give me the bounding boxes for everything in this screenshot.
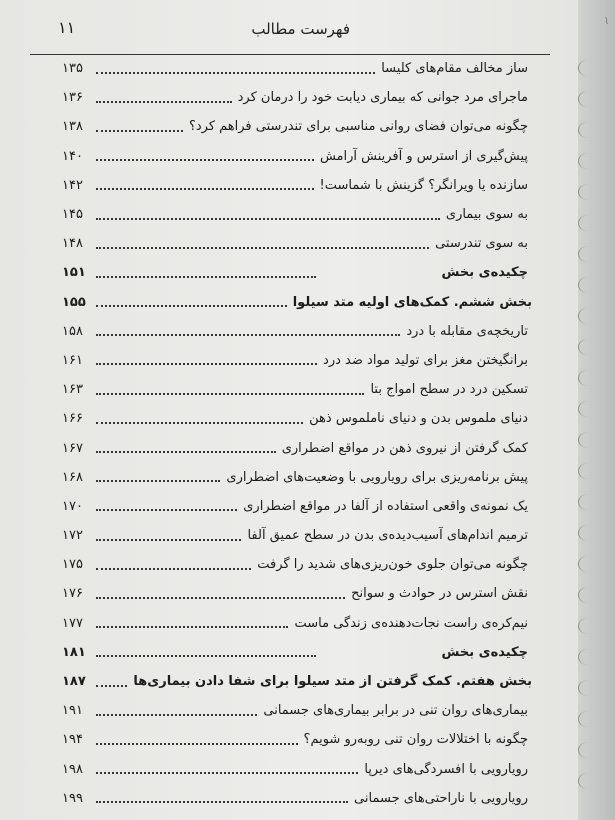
toc-entry [62,200,532,229]
page-edge-arc [578,432,597,448]
toc-entry [62,492,532,521]
dot-leader [96,626,288,628]
toc-entry-title: کمک گرفتن از نیروی ذهن در مواقع اضطراری [281,440,528,456]
toc-entry-page: ۱۵۱ [62,265,86,281]
dot-leader [96,247,429,249]
page-edge-arc [578,122,597,138]
toc-entry [62,112,532,141]
toc-entry-title: چکیده‌ی بخش [441,644,528,660]
toc-entry-title: به سوی بیماری [445,207,528,223]
toc-entry [62,404,532,433]
toc-entry [62,521,532,550]
toc-entry-page: ۱۴۲ [62,177,83,193]
toc-entry-title: سازنده یا ویرانگر؟ گزینش با شماست! [319,177,528,193]
toc-entry-title: چکیده‌ی بخش [441,265,528,281]
toc-entry-page: ۱۳۵ [62,61,83,77]
toc-entry-title: تسکین درد در سطح امواج بتا [370,382,528,398]
toc-entry [62,463,532,492]
page-title: فهرست مطالب [251,20,350,38]
dot-leader [96,685,127,687]
page-edge-arc [578,60,597,76]
toc-entry-page: ۱۵۵ [62,294,86,310]
toc-entry-title: ترمیم اندام‌های آسیب‌دیده‌ی بدن در سطح عمیق آلفا [247,528,528,544]
toc-entry-title: بخش ششم. کمک‌های اولیه متد سیلوا [292,294,532,310]
toc-entry-page: ۱۴۰ [62,148,83,164]
dot-leader [96,72,375,74]
toc-entry [62,375,532,404]
page-edge-arc [578,215,597,231]
dot-leader [96,334,400,336]
toc-entry [62,433,532,462]
page-edge-arc [578,339,597,355]
toc-entry-page: ۱۶۳ [62,382,83,398]
page-edge-mark: ~ [599,14,614,27]
toc-entry-title: پیش برنامه‌ریزی برای رویارویی با وضعیت‌های اضطراری [226,469,528,485]
dot-leader [96,714,257,716]
toc-entry-title: بیماری‌های روان تنی در برابر بیماری‌های جسمانی [263,703,528,719]
toc-entry [62,54,532,83]
dot-leader [96,539,241,541]
toc-entry-title: برانگیختن مغز برای تولید مواد ضد درد [323,352,528,368]
toc-entry-title: چگونه می‌توان جلوی خون‌ریزی‌های شدید را گرفت [257,557,528,573]
toc-entry-page: ۱۸۱ [62,644,86,660]
dot-leader [96,276,316,278]
toc-entry [62,579,532,608]
toc-entry-page: ۱۳۸ [62,119,83,135]
page-edge-arc [578,401,597,417]
page-edge-arc [578,370,597,386]
dot-leader [96,159,314,161]
table-of-contents [62,54,532,813]
page-header [30,8,550,55]
toc-entry [62,550,532,579]
toc-entry-title: بخش هفتم. کمک گرفتن از متد سیلوا برای شفا دادن بیماری‌ها [133,674,532,690]
toc-chapter-entry [62,288,532,317]
dot-leader [96,305,287,307]
toc-entry [62,784,532,813]
page-edge-arc [578,680,597,696]
dot-leader [96,218,440,220]
toc-entry-title: به سوی تندرستی [435,236,528,252]
dot-leader [96,130,183,132]
page-number: ۱۱ [58,18,76,37]
dot-leader [96,393,364,395]
toc-entry [62,755,532,784]
toc-entry-title: رویارویی با افسردگی‌های دیرپا [364,761,528,777]
page-edge-arc [578,556,597,572]
toc-entry [62,171,532,200]
dot-leader [96,422,303,424]
dot-leader [96,451,276,453]
toc-summary-entry [62,638,532,667]
toc-entry [62,142,532,171]
dot-leader [96,743,298,745]
page-edge-arc [578,494,597,510]
page-edge-arc [578,742,597,758]
page-edge-arc [578,587,597,603]
toc-entry-page: ۱۹۸ [62,761,83,777]
toc-entry-page: ۱۴۵ [62,207,83,223]
dot-leader [96,101,232,103]
page-edge-arc [578,649,597,665]
toc-entry [62,725,532,754]
page-edge-arc [578,91,597,107]
toc-entry [62,609,532,638]
toc-entry-title: رویارویی با ناراحتی‌های جسمانی [354,790,528,806]
toc-entry [62,229,532,258]
page-edge-arc [578,773,597,789]
toc-entry-title: چگونه با اختلالات روان تنی روبه‌رو شویم؟ [303,732,528,748]
toc-entry-title: نیم‌کره‌ی راست نجات‌دهنده‌ی زندگی ماست [294,615,528,631]
toc-entry-page: ۱۷۷ [62,615,83,631]
dot-leader [96,655,316,657]
toc-entry-title: ماجرای مرد جوانی که بیماری دیابت خود را درمان کرد [237,90,528,106]
toc-entry-page: ۱۳۶ [62,90,83,106]
toc-entry-page: ۱۸۷ [62,674,86,690]
page-edge-arc [578,525,597,541]
dot-leader [96,188,314,190]
next-page-edge [578,0,615,820]
toc-entry-page: ۱۶۸ [62,469,83,485]
toc-entry-page: ۱۹۹ [62,790,83,806]
toc-entry-page: ۱۷۵ [62,557,83,573]
toc-entry-page: ۱۷۰ [62,498,83,514]
toc-entry [62,346,532,375]
toc-entry [62,317,532,346]
dot-leader [96,363,317,365]
page-edge-arc [578,153,597,169]
toc-entry-page: ۱۶۶ [62,411,83,427]
page-edge-arc [578,308,597,324]
dot-leader [96,772,358,774]
page-edge-arc [578,277,597,293]
toc-entry-page: ۱۶۱ [62,352,83,368]
toc-entry-page: ۱۶۷ [62,440,83,456]
page-edge-arc [578,463,597,479]
toc-entry-title: تاریخچه‌ی مقابله با درد [406,323,528,339]
toc-entry-page: ۱۹۴ [62,732,83,748]
dot-leader [96,509,237,511]
dot-leader [96,597,345,599]
dot-leader [96,480,220,482]
toc-entry [62,83,532,112]
toc-entry-page: ۱۹۱ [62,703,83,719]
page-edge-arc [578,184,597,200]
dot-leader [96,568,251,570]
toc-entry-page: ۱۷۲ [62,528,83,544]
toc-entry [62,696,532,725]
dot-leader [96,801,348,803]
toc-entry-page: ۱۵۸ [62,323,83,339]
toc-entry-title: ساز مخالف مقام‌های کلیسا [381,61,528,77]
page-edge-arc [578,711,597,727]
toc-entry-title: دنیای ملموس بدن و دنیای ناملموس ذهن [309,411,528,427]
toc-entry-title: نقش استرس در حوادث و سوانح [351,586,528,602]
toc-chapter-entry [62,667,532,696]
toc-summary-entry [62,258,532,287]
toc-entry-title: یک نمونه‌ی واقعی استفاده از آلفا در مواقع اضطراری [243,498,528,514]
toc-entry-page: ۱۴۸ [62,236,83,252]
toc-entry-page: ۱۷۶ [62,586,83,602]
toc-entry-title: پیش‌گیری از استرس و آفرینش آرامش [319,148,528,164]
page-edge-arc [578,246,597,262]
toc-entry-title: چگونه می‌توان فضای روانی مناسبی برای تندرستی فراهم کرد؟ [188,119,528,135]
page-edge-arc [578,618,597,634]
